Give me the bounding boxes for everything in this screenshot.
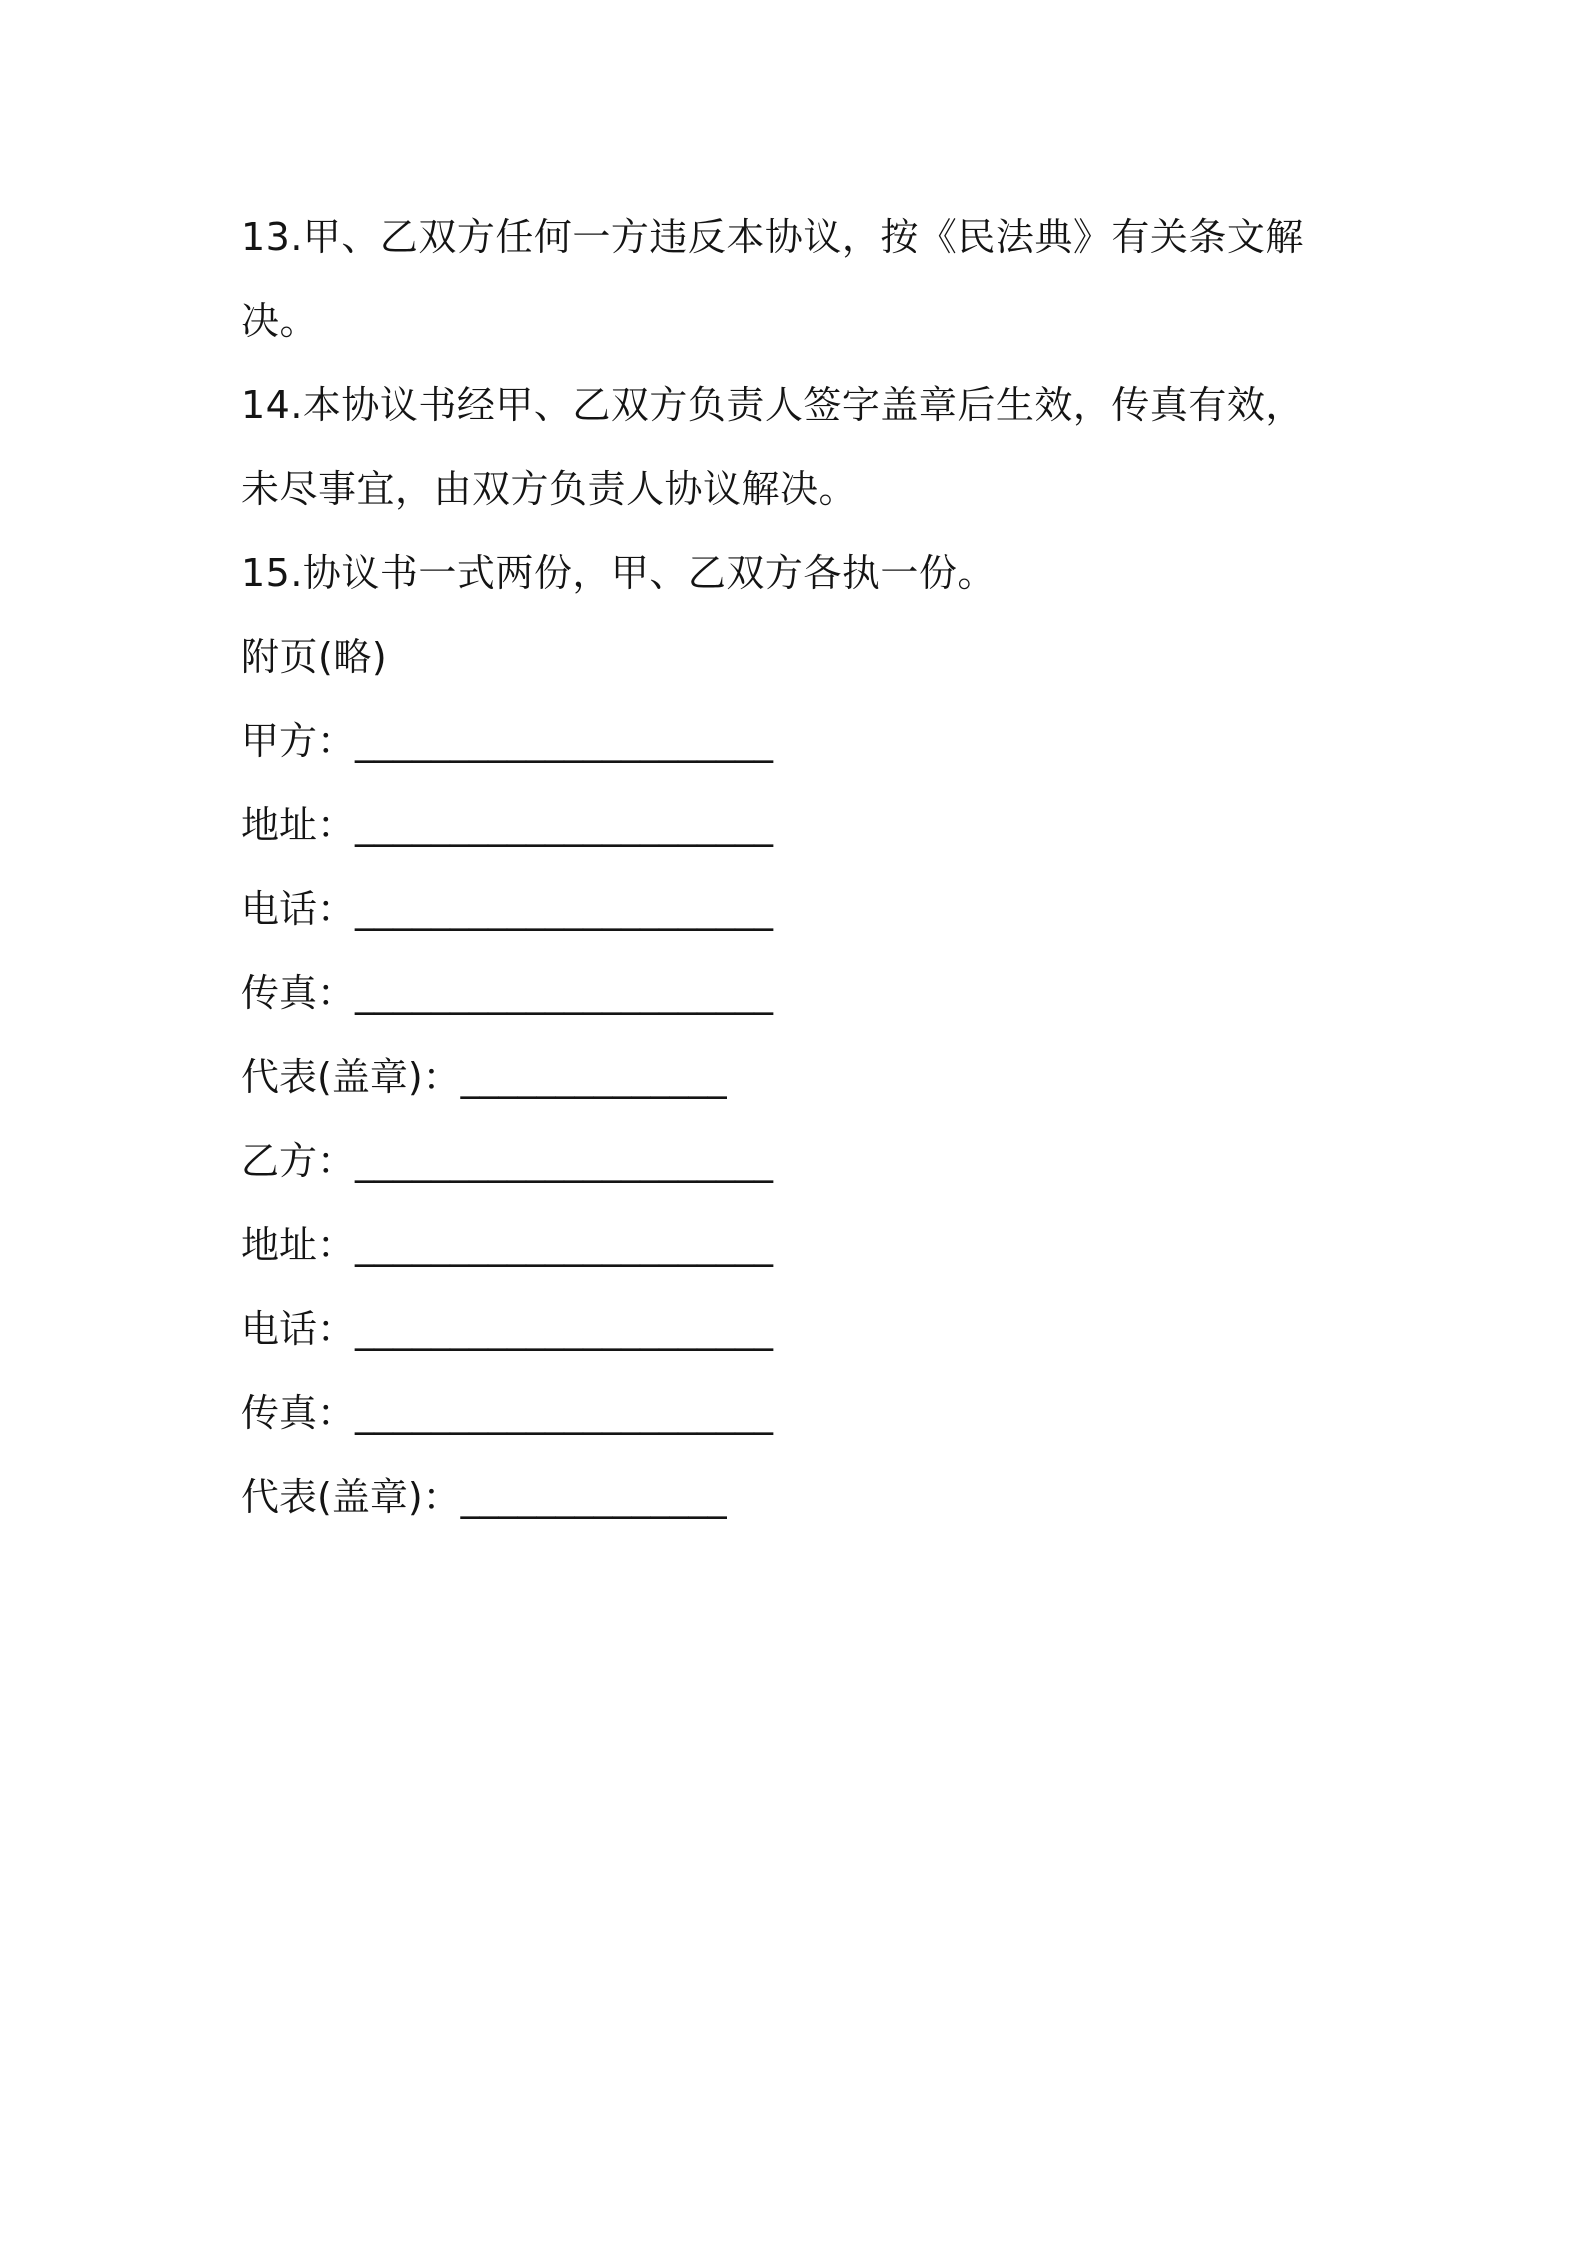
party-b-address-field [241,1203,1361,1287]
party-a-name-label: 甲方： [241,719,356,763]
party-a-fax-label: 传真： [241,971,356,1015]
party-b-name-label: 乙方： [241,1139,356,1183]
clause-13-line-1: 13.甲、乙双方任何一方违反本协议，按《民法典》有关条文解 [241,215,1304,259]
party-a-address-label: 地址： [241,803,356,847]
appendix-note: 附页(略) [241,635,388,679]
clause-15-line-1: 15.协议书一式两份，甲、乙双方各执一份。 [241,551,996,595]
party-b-address-blank: ______________________ [355,1223,774,1267]
party-b-name-field [241,1119,1361,1203]
party-a-phone-field [241,867,1361,951]
party-a-address-blank: ______________________ [355,803,774,847]
party-b-phone-label: 电话： [241,1307,356,1351]
party-a-fax-blank: ______________________ [355,971,774,1015]
party-a-fax-field [241,951,1361,1035]
party-b-phone-blank: ______________________ [355,1307,774,1351]
party-b-phone-field [241,1287,1361,1371]
party-b-name-blank: ______________________ [355,1139,774,1183]
party-b-address-label: 地址： [241,1223,356,1267]
party-a-address-field [241,783,1361,867]
clause-14-line-1: 14.本协议书经甲、乙双方负责人签字盖章后生效，传真有效， [241,383,1304,427]
party-b-rep-label: 代表(盖章)： [241,1475,461,1519]
party-b-rep-blank: ______________ [460,1475,727,1519]
party-b-fax-field [241,1371,1361,1455]
document-content [241,195,1361,1539]
clause-14-line-2: 未尽事宜，由双方负责人协议解决。 [241,467,858,511]
party-b-rep-field [241,1455,1361,1539]
party-a-name-blank: ______________________ [355,719,774,763]
party-a-phone-blank: ______________________ [355,887,774,931]
party-a-phone-label: 电话： [241,887,356,931]
party-b-fax-label: 传真： [241,1391,356,1435]
party-a-rep-label: 代表(盖章)： [241,1055,461,1099]
party-b-fax-blank: ______________________ [355,1391,774,1435]
clause-13-line-2: 决。 [241,299,319,343]
party-a-rep-blank: ______________ [460,1055,727,1099]
party-a-name-field [241,699,1361,783]
party-a-rep-field [241,1035,1361,1119]
